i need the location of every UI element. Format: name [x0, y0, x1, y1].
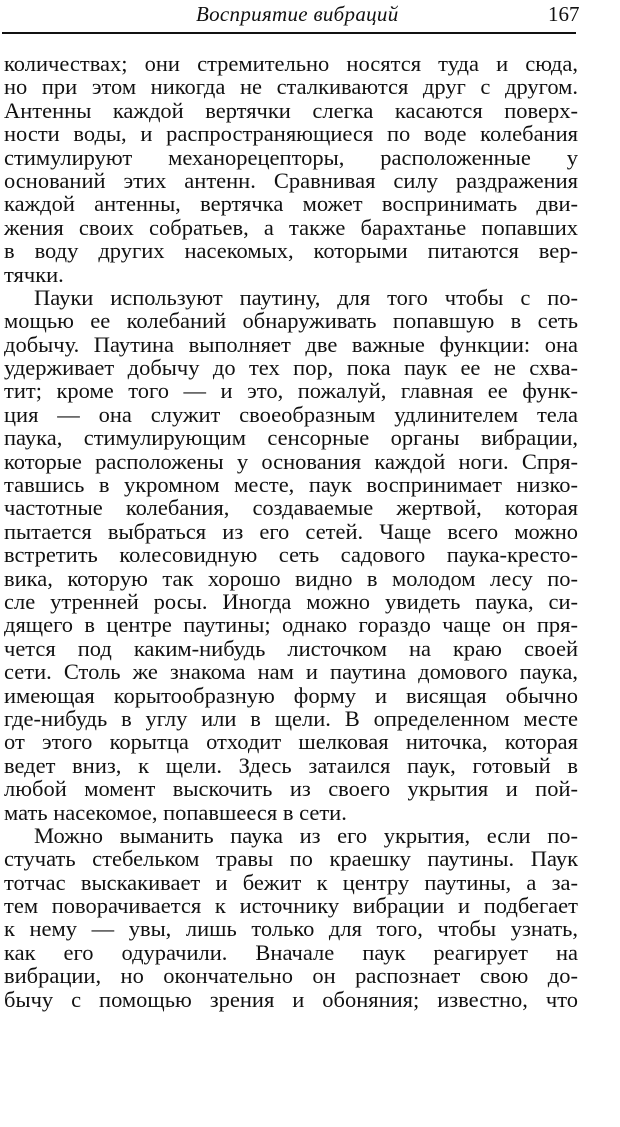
text-line: частотные колебания, создаваемые жертвой, которая — [4, 495, 578, 521]
text-line: паука, стимулирующим сенсорные органы вибрации, — [4, 425, 578, 451]
text-line: бычу с помощью зрения и обоняния; известно, что — [4, 986, 578, 1012]
text-line: чется под каким-нибудь листочком на краю своей — [4, 635, 578, 661]
text-line: имеющая корытообразную форму и висящая обычно — [4, 682, 578, 708]
text-line: вибрации, но окончательно он распознает свою до- — [4, 963, 578, 989]
text-line: пытается выбраться из его сетей. Чаще всего можно — [4, 518, 578, 544]
text-line: стучать стебельком травы по краешку паутины. Паук — [4, 846, 578, 872]
text-line: ция — она служит своеобразным удлинителем тела — [4, 401, 578, 427]
text-line: каждой антенны, вертячка может воспринимать дви- — [4, 191, 578, 217]
text-line: тотчас выскакивает и бежит к центру паутины, а за- — [4, 869, 578, 895]
text-line: оснований этих антенн. Сравнивая силу раздражения — [4, 167, 578, 193]
text-line: удерживает добычу до тех пор, пока паук ее не схва- — [4, 355, 578, 381]
text-line: сети. Столь же знакома нам и паутина домового паука, — [4, 659, 578, 685]
text-line: Пауки используют паутину, для того чтобы с по- — [34, 284, 578, 310]
page-number: 167 — [548, 2, 580, 26]
text-line: в воду других насекомых, которыми питаются вер- — [4, 238, 578, 264]
text-line: стимулируют механорецепторы, расположенные у — [4, 144, 578, 170]
text-line: любой момент выскочить из своего укрытия и пой- — [4, 776, 578, 802]
body-text — [4, 52, 578, 1011]
text-line: Можно выманить паука из его укрытия, если по- — [34, 822, 578, 848]
text-line: ности воды, и распространяющиеся по воде колебания — [4, 121, 578, 147]
text-line: дящего в центре паутины; однако гораздо чаще он пря- — [4, 612, 578, 638]
text-line: тит; кроме того — и это, пожалуй, главная ее функ- — [4, 378, 578, 404]
text-line: как его одурачили. Вначале паук реагирует на — [4, 939, 578, 965]
text-line: которые расположены у основания каждой ноги. Спря- — [4, 448, 578, 474]
text-line: Антенны каждой вертячки слегка касаются поверх- — [4, 97, 578, 123]
text-line: мощью ее колебаний обнаруживать попавшую в сеть — [4, 308, 578, 334]
text-line: сле утренней росы. Иногда можно увидеть паука, си- — [4, 588, 578, 614]
text-line: вика, которую так хорошо видно в молодом лесу по- — [4, 565, 578, 591]
text-line: встретить колесовидную сеть садового паука-кресто- — [4, 542, 578, 568]
text-line: но при этом никогда не сталкиваются друг с другом. — [4, 74, 578, 100]
running-header — [0, 0, 620, 40]
text-line: ведет вниз, к щели. Здесь затаился паук, готовый в — [4, 752, 578, 778]
header-rule — [2, 32, 576, 34]
text-line: где-нибудь в углу или в щели. В определенном месте — [4, 705, 578, 731]
text-line: жения своих собратьев, а также барахтанье попавших — [4, 214, 578, 240]
text-line: количествах; они стремительно носятся туда и сюда, — [4, 51, 578, 76]
text-line: от этого корытца отходит шелковая ниточка, которая — [4, 729, 578, 755]
text-line: тячки. — [4, 261, 64, 287]
running-title: Восприятие вибраций — [196, 2, 399, 26]
text-line: добычу. Паутина выполняет две важные функции: она — [4, 331, 578, 357]
text-line: тавшись в укромном месте, паук воспринимает низко- — [4, 472, 578, 498]
text-line: тем поворачивается к источнику вибрации и подбегает — [4, 893, 578, 919]
text-line: мать насекомое, попавшееся в сети. — [4, 799, 347, 825]
text-line: к нему — увы, лишь только для того, чтобы узнать, — [4, 916, 578, 942]
